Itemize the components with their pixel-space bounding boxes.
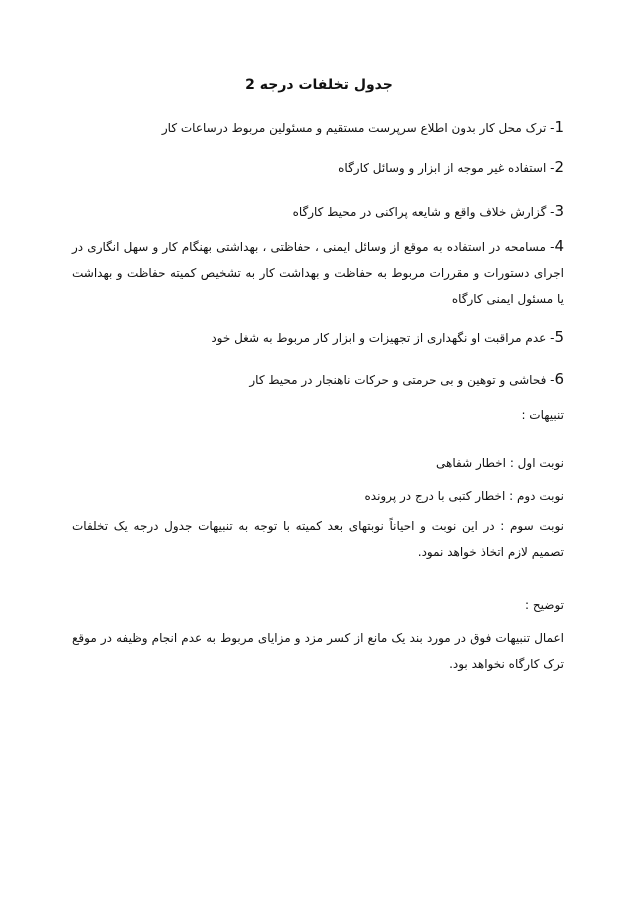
note-text: اعمال تنبیهات فوق در مورد بند یک مانع از کسر مزد و مزایای مربوط به عدم انجام وظیفه در موقع ترک کارگاه نخواهد بود.	[72, 631, 564, 671]
item-number: 3	[554, 202, 564, 220]
document-title: جدول تخلفات درجه 2	[245, 77, 393, 93]
item-text: - گزارش خلاف واقع و شایعه پراکنی در محیط کارگاه	[292, 205, 555, 219]
item-number: 2	[554, 158, 564, 176]
list-item	[72, 324, 564, 351]
list-item	[72, 154, 564, 181]
item-text: - مسامحه در استفاده به موقع از وسائل ایمنی ، حفاظتی ، بهداشتی بهنگام کار و سهل انگاری در اجرای دستورات و مقررات مربوط به حفاظت و بهداشت کار به تشخیص کمیته حفاظت و بهداشت یا مسئول ایمنی کارگاه	[72, 240, 564, 306]
list-item	[72, 198, 564, 225]
penalty-item: نوبت دوم : اخطار کتبی با درج در پرونده	[364, 489, 564, 503]
item-number: 6	[554, 370, 564, 388]
list-item	[72, 233, 564, 312]
penalty-item: نوبت اول : اخطار شفاهی	[436, 456, 564, 470]
item-text: - استفاده غیر موجه از ابزار و وسائل کارگاه	[338, 161, 555, 175]
penalty-item: نوبت سوم : در این نوبت و احیاناً نوبتهای بعد کمیته با توجه به تنبیهات جدول درجه یک تخلفات تصمیم لازم اتخاذ خواهد نمود.	[72, 519, 564, 559]
list-item	[72, 366, 564, 393]
note-heading: توضیح :	[525, 598, 564, 612]
penalties-heading: تنبیهات :	[521, 408, 564, 422]
item-number: 4	[554, 237, 564, 255]
item-text: - فحاشی و توهین و بی حرمتی و حرکات ناهنجار در محیط کار	[249, 373, 555, 387]
item-text: - عدم مراقبت او نگهداری از تجهیزات و ابزار کار مربوط به شغل خود	[211, 331, 555, 345]
item-number: 5	[554, 328, 564, 346]
item-number: 1	[554, 118, 564, 136]
item-text: - ترک محل کار بدون اطلاع سرپرست مستقیم و مسئولین مربوط درساعات کار	[161, 121, 555, 135]
list-item	[72, 114, 564, 141]
